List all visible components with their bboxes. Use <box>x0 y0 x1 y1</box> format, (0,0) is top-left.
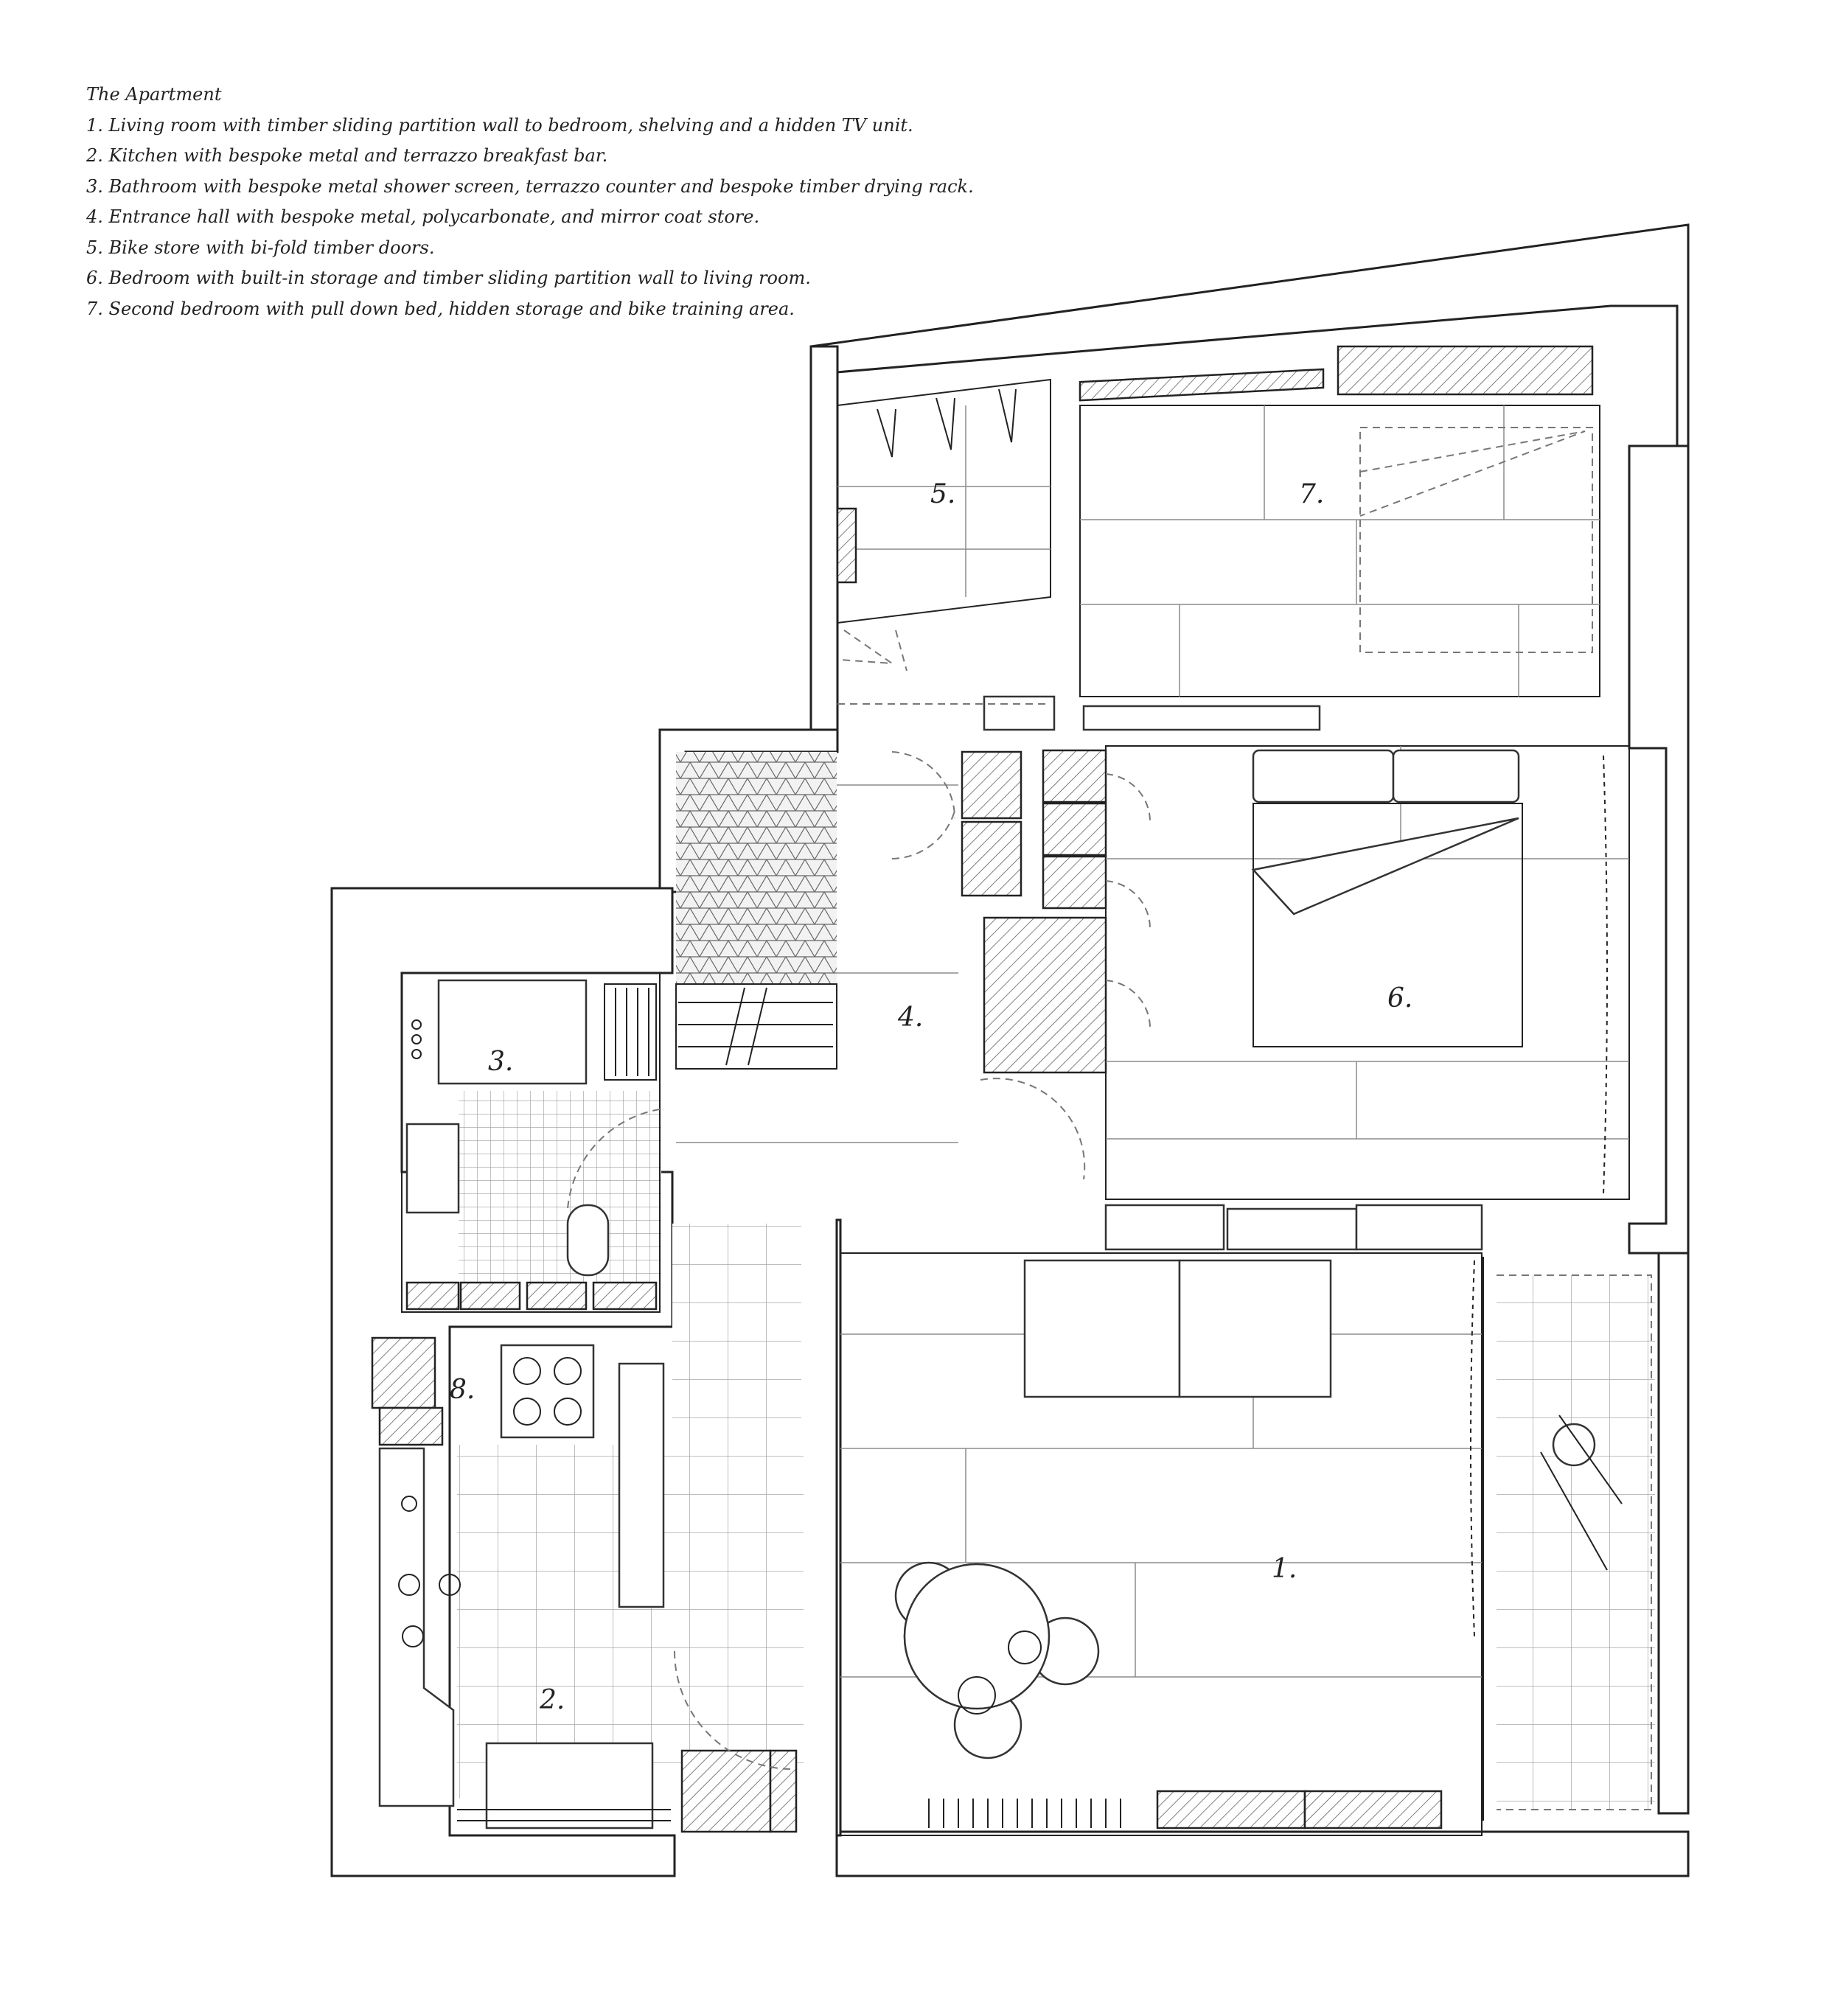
legend-item-1: 1. Living room with timber sliding partition wall to bedroom, shelving and a hidden TV unit. <box>86 114 913 136</box>
shower-tiles <box>459 1091 661 1283</box>
room-6-bedroom <box>1106 746 1629 1199</box>
room-4-entrance-hall <box>676 750 1106 1179</box>
room-label-5: 5. <box>930 479 956 509</box>
legend-item-5: 5. Bike store with bi-fold timber doors. <box>86 237 435 258</box>
legend-item-6: 6. Bedroom with built-in storage and timber sliding partition wall to living room. <box>86 268 811 288</box>
room-label-1: 1. <box>1272 1554 1297 1584</box>
room-label-6: 6. <box>1387 983 1413 1014</box>
room-7-second-bedroom <box>984 346 1600 730</box>
balcony-tiles <box>1497 1275 1655 1810</box>
room-label-3: 3. <box>488 1047 514 1077</box>
room-label-8: 8. <box>450 1375 475 1405</box>
room-5-bike-store <box>837 380 1051 704</box>
legend-title: The Apartment <box>86 84 222 105</box>
legend-item-2: 2. Kitchen with bespoke metal and terrazzo breakfast bar. <box>86 145 608 166</box>
legend-item-7: 7. Second bedroom with pull down bed, hidden storage and bike training area. <box>86 298 795 319</box>
polycarbonate-coat-store <box>676 752 837 984</box>
legend-item-3: 3. Bathroom with bespoke metal shower screen, terrazzo counter and bespoke timber drying rack. <box>86 175 974 197</box>
room-label-4: 4. <box>898 1002 924 1033</box>
legend-item-4: 4. Entrance hall with bespoke metal, polycarbonate, and mirror coat store. <box>86 206 760 227</box>
room-label-7: 7. <box>1299 479 1325 509</box>
room-1-living-room <box>840 1205 1483 1835</box>
room-label-2: 2. <box>540 1685 565 1715</box>
